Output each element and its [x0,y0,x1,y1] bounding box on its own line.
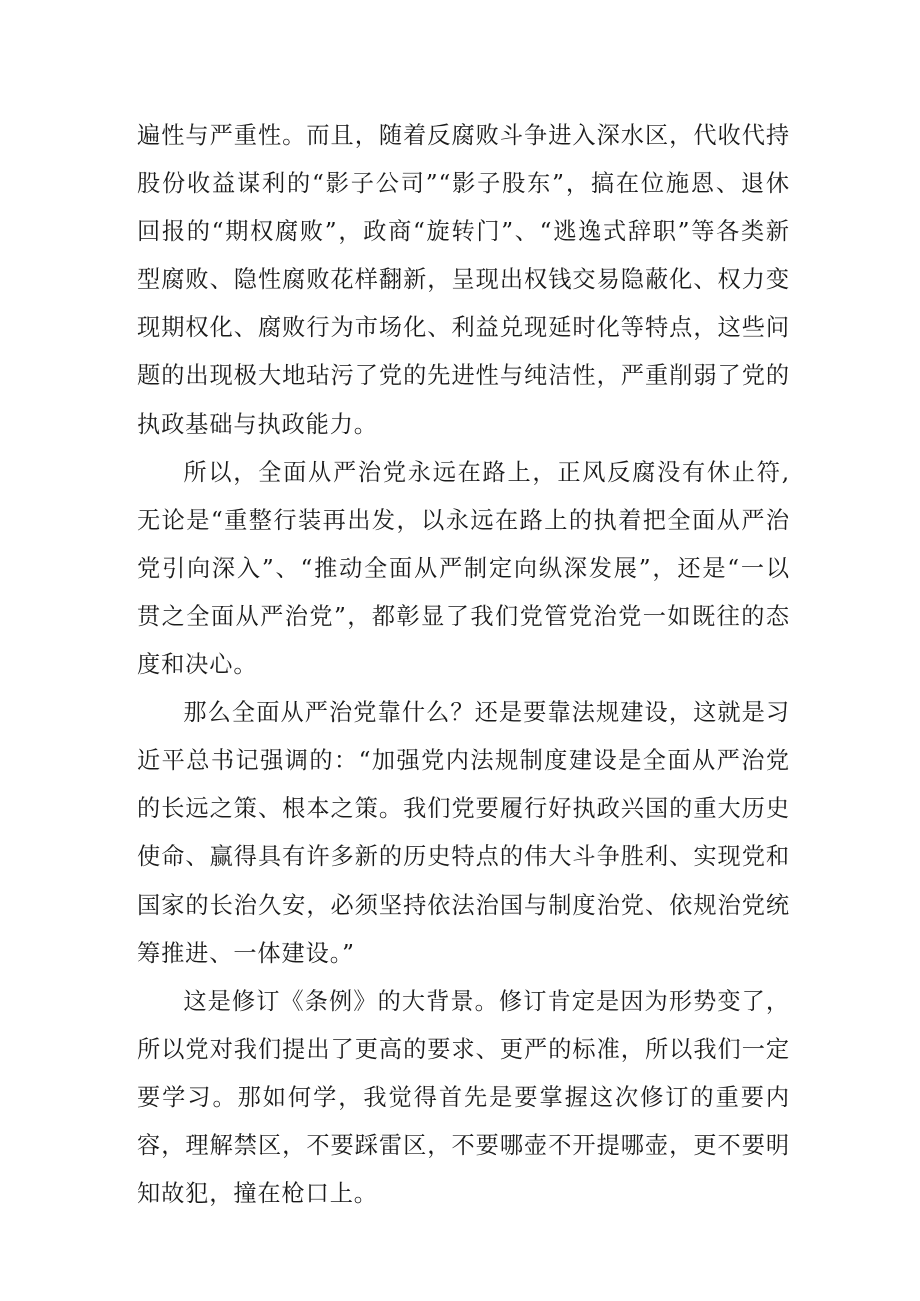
paragraph-1: 遍性与严重性。而且，随着反腐败斗争进入深水区，代收代持股份收益谋利的“影子公司”“影子股东”，搞在位施恩、退休回报的“期权腐败”，政商“旋转门”、“逃逸式辞职”等各类新型腐败、隐性腐败花样翻新，呈现出权钱交易隐蔽化、权力变现期权化、腐败行为市场化、利益兑现延时化等特点，这些问题的出现极大地玷污了党的先进性与纯洁性，严重削弱了党的执政基础与执政能力。 [137,122,790,438]
paragraph-4: 这是修订《条例》的大背景。修订肯定是因为形势变了，所以党对我们提出了更高的要求、更严的标准，所以我们一定要学习。那如何学，我觉得首先是要掌握这次修订的重要内容，理解禁区，不要踩雷区，不要哪壶不开提哪壶，更不要明知故犯，撞在枪口上。 [137,987,790,1208]
paragraph-2: 所以，全面从严治党永远在路上，正风反腐没有休止符,无论是“重整行装再出发，以永远在路上的执着把全面从严治党引向深入”、“推动全面从严制定向纵深发展”，还是“一以贯之全面从严治党”，都彰显了我们党管党治党一如既往的态度和决心。 [137,458,790,679]
document-body [137,112,790,1218]
paragraph-3: 那么全面从严治党靠什么？还是要靠法规建设，这就是习近平总书记强调的：“加强党内法规制度建设是全面从严治党的长远之策、根本之策。我们党要履行好执政兴国的重大历史使命、赢得具有许多新的历史特点的伟大斗争胜利、实现党和国家的长治久安，必须坚持依法治国与制度治党、依规治党统筹推进、一体建设。” [137,699,790,967]
